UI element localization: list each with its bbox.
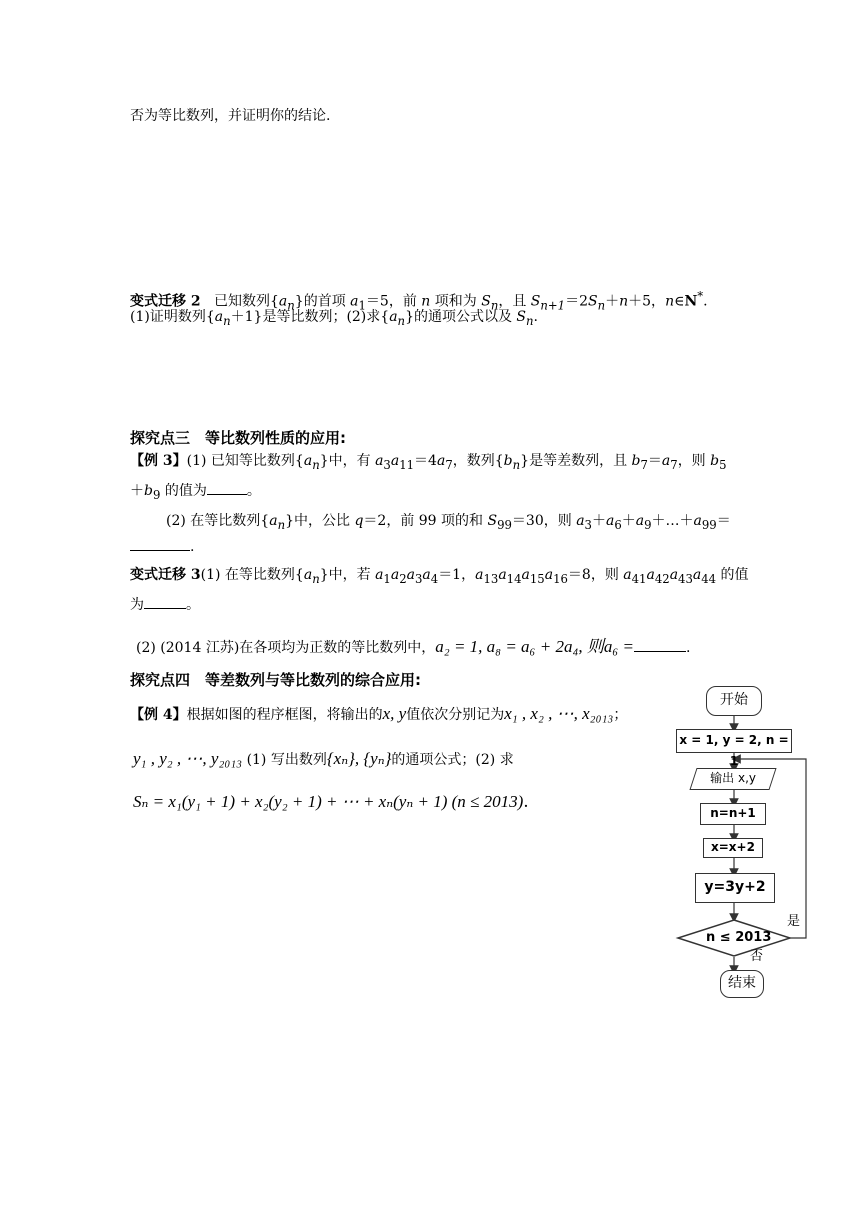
sub: n bbox=[397, 313, 406, 328]
text: }是等差数列，且 bbox=[520, 453, 632, 469]
text: 为 bbox=[130, 597, 144, 613]
example-3-part-2: (2) 在等比数列$\{a_n\}$中，公比 q＝2，前 99 项的和 $S_{99}=30$，则 $a_3+a_6+a_9+\dots+a_{99}=$ bbox=[166, 513, 731, 532]
answer-blank[interactable] bbox=[144, 596, 186, 609]
section-3-title: 探究点三 等比数列性质的应用: bbox=[130, 429, 347, 447]
sub: n+1 bbox=[540, 298, 566, 313]
text: 已知数列{ bbox=[213, 293, 279, 310]
flowchart-condition: n ≤ 2013 bbox=[706, 930, 772, 945]
flowchart-no-label: 否 bbox=[750, 949, 764, 964]
var: S bbox=[588, 293, 598, 310]
var: N bbox=[684, 293, 698, 310]
sub: 1 bbox=[358, 298, 366, 313]
example-4-line-3 bbox=[133, 793, 529, 811]
text: 根据如图的程序框图，将输出的 bbox=[186, 707, 383, 723]
text: }中，有 bbox=[319, 453, 376, 469]
text: ＝4 bbox=[414, 453, 437, 469]
formula: {xₙ}, {yₙ} bbox=[326, 749, 392, 768]
sub: n bbox=[597, 298, 606, 313]
section-4-title: 探究点四 等差数列与等比数列的综合应用: bbox=[130, 671, 422, 689]
flowchart-init: x = 1, y = 2, n = 1 bbox=[676, 729, 792, 753]
text: ＝ bbox=[716, 513, 731, 529]
text: (1) 在等比数列{ bbox=[200, 567, 304, 583]
answer-blank[interactable] bbox=[130, 538, 190, 551]
variant-3-line-2 bbox=[130, 596, 200, 614]
formula: x₁ , x₂ , ⋯, x₂₀₁₃ bbox=[504, 704, 614, 723]
var: S bbox=[481, 293, 491, 310]
text: . bbox=[533, 309, 538, 325]
var: n bbox=[619, 293, 629, 310]
text: 的值 bbox=[716, 567, 749, 583]
text: (2) 在等比数列{ bbox=[166, 513, 270, 529]
answer-blank[interactable] bbox=[207, 482, 247, 495]
variant-2-label: 变式迁移 2 bbox=[130, 293, 201, 310]
text: (1) 已知等比数列{ bbox=[186, 453, 304, 469]
text: . bbox=[703, 293, 708, 310]
flowchart-end: 结束 bbox=[720, 970, 764, 998]
text: 的通项公式；(2) 求 bbox=[391, 752, 514, 768]
var: q bbox=[354, 513, 364, 529]
text: 项和为 bbox=[430, 293, 482, 310]
text: ＋ bbox=[621, 513, 636, 529]
flowchart-step-x: x=x+2 bbox=[703, 838, 763, 858]
text: ＝ bbox=[647, 453, 662, 469]
text: ＋…＋ bbox=[651, 513, 694, 529]
flowchart-start: 开始 bbox=[706, 686, 762, 716]
text: . bbox=[685, 640, 691, 656]
text: ，数列{ bbox=[452, 453, 504, 469]
example-3-line-2: $+b_9$ 的值为 。 bbox=[130, 483, 261, 502]
formula: x, y bbox=[382, 704, 407, 723]
text: ＋1}是等比数列；(2)求{ bbox=[230, 309, 390, 325]
text: ，且 bbox=[498, 293, 531, 310]
text: ＋ bbox=[591, 513, 606, 529]
variant-2-line-2 bbox=[130, 308, 538, 330]
example-3-line-1: 【例 3】(1) 已知等比数列$\{a_n\}$中，有 $a_3a_{11}=4a_7$，数列$\{b_n\}$是等差数列，且 $b_7=a_7$，则 $b_5$ bbox=[130, 453, 727, 472]
text: ＝8，则 bbox=[567, 567, 624, 583]
example-4-line-1 bbox=[130, 705, 627, 724]
var: a bbox=[214, 309, 224, 325]
text: ＝30，则 bbox=[511, 513, 577, 529]
sub: n bbox=[223, 313, 231, 328]
formula: y₁ , y₂ , ⋯, y₂₀₁₃ bbox=[133, 749, 243, 768]
text: }中，公比 bbox=[285, 513, 355, 529]
text: }的首项 bbox=[294, 293, 351, 310]
var: a bbox=[278, 293, 288, 310]
answer-blank[interactable] bbox=[634, 639, 686, 652]
text: ∈ bbox=[674, 293, 685, 310]
formula: Sₙ = x₁(y₁ + 1) + x₂(y₂ + 1) + ⋯ + xₙ(yₙ + 1) (n ≤ 2013) bbox=[133, 792, 524, 811]
text: ，则 bbox=[677, 453, 711, 469]
text: }中，若 bbox=[319, 567, 376, 583]
text: (2) (2014 江苏)在各项均为正数的等比数列中， bbox=[136, 640, 436, 656]
text: ＋ bbox=[130, 483, 144, 499]
var: S bbox=[516, 309, 527, 325]
text: 。 bbox=[246, 483, 261, 499]
var: S bbox=[530, 293, 541, 310]
flowchart-output-label: 输出 x,y bbox=[710, 771, 757, 785]
text: }的通项公式以及 bbox=[405, 309, 517, 325]
text: ＝2 bbox=[565, 293, 588, 310]
variant-3-line-1: 变式迁移 3(1) 在等比数列$\{a_n\}$中，若 $a_1a_2a_3a_4=1$，$a_{13}a_{14}a_{15}a_{16}=8$，则 $a_{41}a_{42}a_{43}a_{44}$ 的值 bbox=[130, 567, 749, 586]
text: . bbox=[523, 792, 529, 812]
text-line-conclusion: 否为等比数列，并证明你的结论. bbox=[130, 108, 331, 124]
sub: n bbox=[526, 313, 534, 328]
flowchart-step-n: n=n+1 bbox=[700, 803, 766, 825]
text: 的值为 bbox=[160, 483, 207, 499]
flowchart-step-y: y=3y+2 bbox=[695, 873, 775, 903]
text: ＝1， bbox=[438, 567, 476, 583]
var: n bbox=[421, 293, 431, 310]
text: ＝2，前 99 项的和 bbox=[363, 513, 488, 529]
text: ＋ bbox=[605, 293, 620, 310]
sub: n bbox=[287, 298, 295, 313]
var: n bbox=[665, 293, 675, 310]
flowchart-yes-label: 是 bbox=[787, 914, 801, 929]
example-3-label: 【例 3】 bbox=[130, 453, 187, 469]
text: 。 bbox=[186, 597, 200, 613]
text: (1)证明数列{ bbox=[130, 309, 215, 325]
example-4-label: 【例 4】 bbox=[130, 707, 187, 723]
text: ； bbox=[613, 707, 628, 723]
flowchart-output bbox=[689, 768, 776, 790]
sub: n bbox=[490, 298, 499, 313]
text: . bbox=[190, 539, 195, 555]
var: a bbox=[389, 309, 398, 325]
formula: a₂ = 1, a₈ = a₆ + 2a₄, 则a₆ = bbox=[435, 637, 634, 656]
text: 值依次分别记为 bbox=[406, 707, 505, 723]
var: a bbox=[350, 293, 359, 310]
variant-3-part-2 bbox=[136, 638, 690, 657]
example-3-part-2-blank bbox=[130, 538, 194, 556]
text: ＋5， bbox=[628, 293, 666, 310]
example-4-line-2 bbox=[133, 750, 514, 769]
sup: * bbox=[697, 289, 704, 303]
variant-3-label: 变式迁移 3 bbox=[130, 567, 201, 583]
text: ＝5，前 bbox=[365, 293, 422, 310]
text: (1) 写出数列 bbox=[246, 752, 327, 768]
